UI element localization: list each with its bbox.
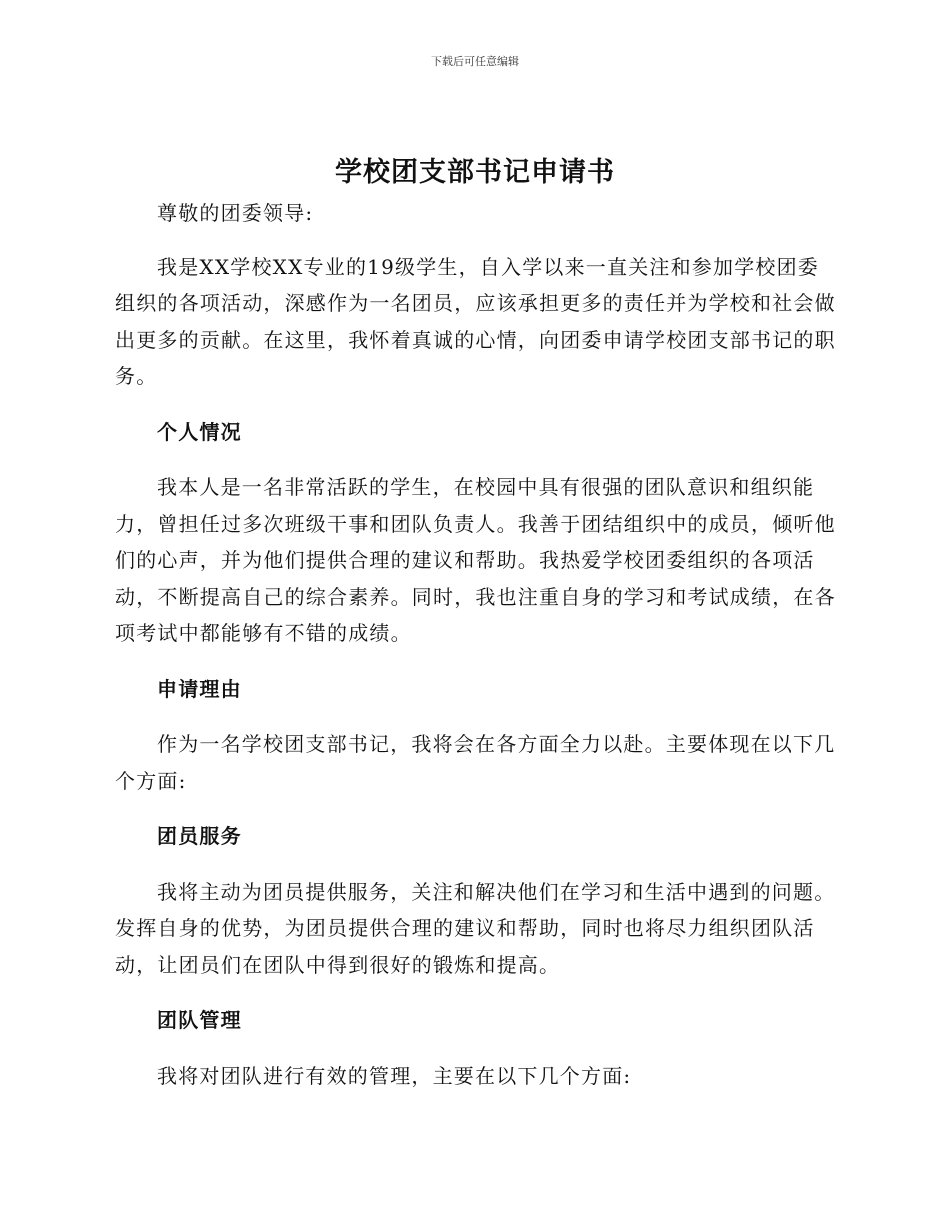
section-heading-personal: 个人情况 bbox=[157, 419, 242, 444]
paragraph-intro: 我是XX学校XX专业的19级学生，自入学以来一直关注和参加学校团委组织的各项活动，深感作为一名团员，应该承担更多的责任并为学校和社会做出更多的贡献。在这里，我怀着真诚的心情，向团委申请学校团支部书记的职务。 bbox=[115, 254, 836, 388]
paragraph-reason: 作为一名学校团支部书记，我将会在各方面全力以赴。主要体现在以下几个方面: bbox=[115, 732, 836, 793]
section-heading-reason: 申请理由 bbox=[157, 676, 242, 701]
paragraph-service: 我将主动为团员提供服务，关注和解决他们在学习和生活中遇到的问题。发挥自身的优势，为团员提供合理的建议和帮助，同时也将尽力组织团队活动，让团员们在团队中得到很好的锻炼和提高。 bbox=[115, 879, 836, 977]
paragraph-management: 我将对团队进行有效的管理，主要在以下几个方面: bbox=[157, 1063, 632, 1088]
document-title: 学校团支部书记申请书 bbox=[335, 157, 615, 188]
paragraph-personal: 我本人是一名非常活跃的学生，在校园中具有很强的团队意识和组织能力，曾担任过多次班级干事和团队负责人。我善于团结组织中的成员，倾听他们的心声，并为他们提供合理的建议和帮助。我热爱学校团委组织的各项活动，不断提高自己的综合素养。同时，我也注重自身的学习和考试成绩，在各项考试中都能够有不错的成绩。 bbox=[115, 475, 836, 645]
section-heading-management: 团队管理 bbox=[157, 1008, 242, 1032]
header-note: 下载后可任意编辑 bbox=[431, 55, 519, 68]
document-body bbox=[115, 195, 837, 1113]
salutation: 尊敬的团委领导: bbox=[157, 201, 314, 225]
section-heading-service: 团员服务 bbox=[157, 824, 242, 848]
